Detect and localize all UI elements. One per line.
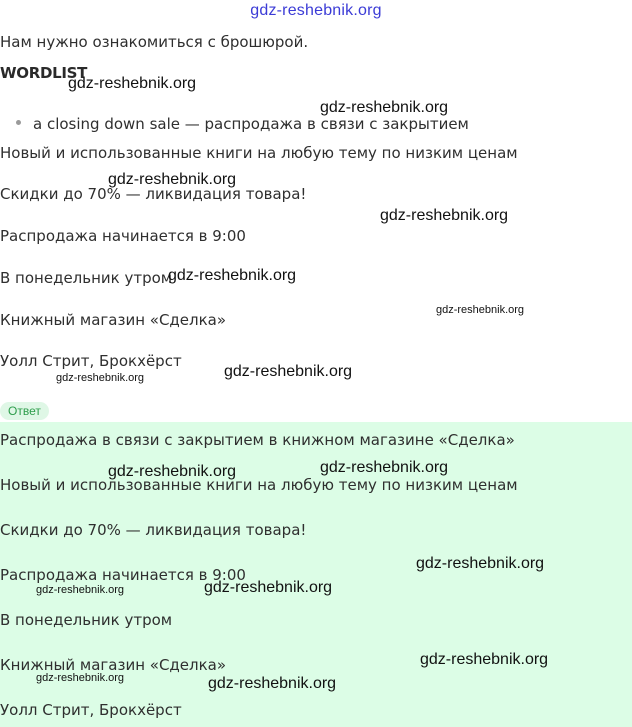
brochure-line: Новый и использованные книги на любую тему по низким ценам xyxy=(0,144,518,162)
watermark: gdz-reshebnik.org xyxy=(108,463,237,480)
watermark: gdz-reshebnik.org xyxy=(320,459,449,476)
watermark: gdz-reshebnik.org xyxy=(416,555,545,572)
answer-line: Распродажа начинается в 9:00 xyxy=(0,566,246,584)
answer-line: Распродажа в связи с закрытием в книжном магазине «Сделка» xyxy=(0,431,515,449)
watermark: gdz-reshebnik.org xyxy=(420,651,549,668)
watermark: gdz-reshebnik.org xyxy=(380,207,509,224)
watermark: gdz-reshebnik.org xyxy=(108,171,237,188)
watermark: gdz-reshebnik.org xyxy=(168,267,297,284)
watermark: gdz-reshebnik.org xyxy=(36,584,125,596)
bullet-icon xyxy=(16,120,21,125)
wordlist-item-text: a closing down sale — распродажа в связи с закрытием xyxy=(33,115,469,133)
answer-line: В понедельник утром xyxy=(0,611,173,629)
site-watermark-header: gdz-reshebnik.org xyxy=(250,2,382,19)
answer-line: Новый и использованные книги на любую тему по низким ценам xyxy=(0,476,518,494)
answer-line: Скидки до 70% — ликвидация товара! xyxy=(0,521,307,539)
wordlist-item xyxy=(16,114,469,134)
watermark: gdz-reshebnik.org xyxy=(320,99,449,116)
brochure-line: Распродажа начинается в 9:00 xyxy=(0,227,246,245)
watermark: gdz-reshebnik.org xyxy=(36,672,125,684)
watermark: gdz-reshebnik.org xyxy=(208,675,337,692)
brochure-line: В понедельник утром xyxy=(0,269,173,287)
brochure-line: Уолл Стрит, Брокхёрст xyxy=(0,352,182,370)
watermark: gdz-reshebnik.org xyxy=(436,304,525,316)
watermark: gdz-reshebnik.org xyxy=(56,372,145,384)
answer-badge: Ответ xyxy=(0,402,49,420)
wordlist-heading: WORDLIST xyxy=(0,64,88,82)
brochure-line: Скидки до 70% — ликвидация товара! xyxy=(0,185,307,203)
intro-text: Нам нужно ознакомиться с брошюрой. xyxy=(0,33,309,51)
answer-line: Уолл Стрит, Брокхёрст xyxy=(0,701,182,719)
watermark: gdz-reshebnik.org xyxy=(224,363,353,380)
answer-line: Книжный магазин «Сделка» xyxy=(0,656,227,674)
brochure-line: Книжный магазин «Сделка» xyxy=(0,311,227,329)
watermark: gdz-reshebnik.org xyxy=(68,75,197,92)
watermark: gdz-reshebnik.org xyxy=(204,579,333,596)
